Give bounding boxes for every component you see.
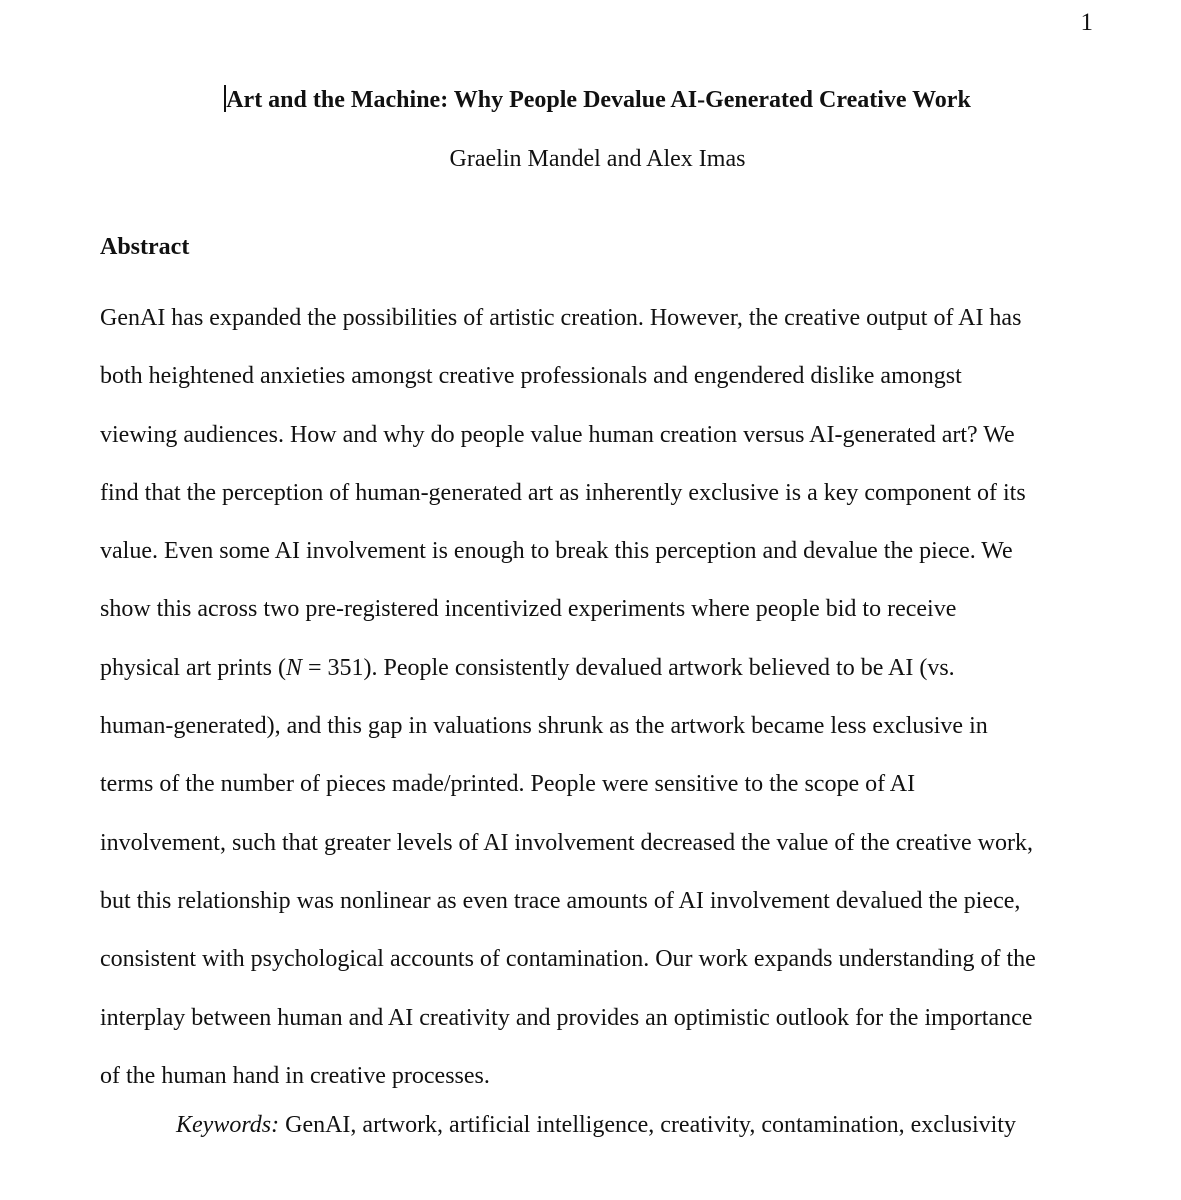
abstract-line: of the human hand in creative processes. xyxy=(100,1062,490,1089)
keywords-label: Keywords: xyxy=(176,1112,280,1138)
abstract-line: find that the perception of human-generated art as inherently exclusive is a key component of its xyxy=(100,479,1026,506)
page-number: 1 xyxy=(1080,9,1093,36)
paper-authors: Graelin Mandel and Alex Imas xyxy=(449,146,746,172)
abstract-heading: Abstract xyxy=(100,234,190,260)
abstract-line: involvement, such that greater levels of AI involvement decreased the value of the creative work, xyxy=(100,829,1033,856)
keywords xyxy=(176,1109,1016,1141)
paper-title xyxy=(0,84,1181,116)
abstract-line: terms of the number of pieces made/printed. People were sensitive to the scope of AI xyxy=(100,771,916,798)
abstract-line: show this across two pre-registered incentivized experiments where people bid to receive xyxy=(100,596,957,623)
abstract-line: viewing audiences. How and why do people value human creation versus AI-generated art? We xyxy=(100,421,1015,448)
sample-size-symbol: N xyxy=(285,654,302,681)
abstract-body xyxy=(100,289,1100,1105)
abstract-line: both heightened anxieties amongst creative professionals and engendered dislike amongst xyxy=(100,363,962,390)
abstract-line: interplay between human and AI creativity and provides an optimistic outlook for the importance xyxy=(100,1004,1033,1031)
abstract-line: GenAI has expanded the possibilities of artistic creation. However, the creative output of AI has xyxy=(100,305,1022,331)
paper-title-text: Art and the Machine: Why People Devalue AI-Generated Creative Work xyxy=(226,87,971,113)
abstract-line: human-generated), and this gap in valuations shrunk as the artwork became less exclusive in xyxy=(100,713,988,740)
abstract-line-post: = 351). People consistently devalued artwork believed to be AI (vs. xyxy=(301,654,955,681)
abstract-line: but this relationship was nonlinear as even trace amounts of AI involvement devalued the piece, xyxy=(100,887,1021,914)
abstract-line-sample-size xyxy=(100,639,1100,697)
abstract-line: value. Even some AI involvement is enough to break this perception and devalue the piece. We xyxy=(100,538,1013,565)
abstract-line-pre: physical art prints ( xyxy=(100,654,286,681)
keywords-text: GenAI, artwork, artificial intelligence, creativity, contamination, exclusivity xyxy=(279,1112,1016,1138)
abstract-line: consistent with psychological accounts of contamination. Our work expands understanding of the xyxy=(100,946,1036,973)
